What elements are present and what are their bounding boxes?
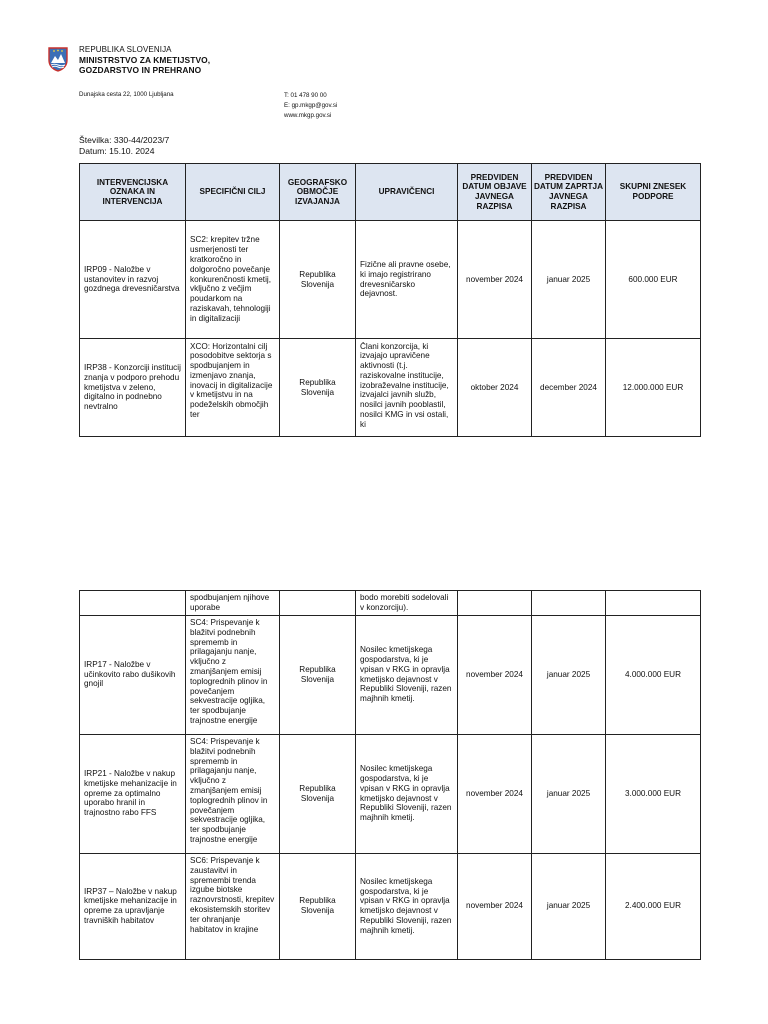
cell-open-date: november 2024 bbox=[458, 221, 532, 339]
cell-beneficiaries: Nosilec kmetijskega gospodarstva, ki je vpisan v RKG in opravlja kmetijsko dejavnost v Republiki Sloveniji, razen majhnih kmetij. bbox=[356, 853, 458, 959]
cell-area: Republika Slovenija bbox=[280, 853, 356, 959]
cell-intervention: IRP09 - Naložbe v ustanovitev in razvoj gozdnega drevesničarstva bbox=[80, 221, 186, 339]
cell-beneficiaries-text: Člani konzorcija, ki izvajajo upravičene aktivnosti (t.j. raziskovalne institucije, izobraževalne institucije, izvajalci javnih služb, nosilci javnih pooblastil, nosilci KMG in vsi ostali, ki bbox=[360, 341, 449, 429]
cell-area bbox=[280, 591, 356, 616]
header-goal: SPECIFIČNI CILJ bbox=[186, 164, 280, 221]
table-row-continuation bbox=[80, 591, 701, 616]
web-link[interactable]: www.mkgp.gov.si bbox=[284, 112, 332, 119]
contact-block bbox=[284, 91, 337, 121]
cell-intervention: IRP21 - Naložbe v nakup kmetijske mehanizacije in opreme za optimalno uporabo hranil in trajnostno rabo FFS bbox=[80, 734, 186, 853]
cell-amount bbox=[606, 591, 701, 616]
cell-open-date: november 2024 bbox=[458, 853, 532, 959]
cell-goal bbox=[186, 734, 280, 853]
cell-area: Republika Slovenija bbox=[280, 221, 356, 339]
cell-goal bbox=[186, 339, 280, 437]
table-row bbox=[80, 615, 701, 734]
cell-area: Republika Slovenija bbox=[280, 615, 356, 734]
email-link[interactable]: E: gp.mkgp@gov.si bbox=[284, 102, 338, 109]
phone: T: 01 478 90 00 bbox=[284, 92, 327, 99]
cell-goal-text: XCO: Horizontalni cilj posodobitve sektorja s spodbujanjem in izmenjavo znanja, inovacij in digitalizacije v kmetijstvu in na podeželskih območjih ter bbox=[190, 341, 273, 420]
cell-amount: 2.400.000 EUR bbox=[606, 853, 701, 959]
intervention-table-page2 bbox=[79, 590, 701, 960]
header-amount: SKUPNI ZNESEK PODPORE bbox=[606, 164, 701, 221]
cell-goal-text: SC4: Prispevanje k blažitvi podnebnih sprememb in prilagajanju nanje, vključno z zmanjšanjem emisij toplogrednih plinov in povečanjem sekvestracije ogljika, ter spodbujanje trajnostne energije bbox=[190, 618, 268, 726]
table-row bbox=[80, 734, 701, 853]
cell-intervention: IRP17 - Naložbe v učinkovito rabo dušikovih gnojil bbox=[80, 615, 186, 734]
header-beneficiaries: UPRAVIČENCI bbox=[356, 164, 458, 221]
cell-beneficiaries bbox=[356, 339, 458, 437]
cell-area: Republika Slovenija bbox=[280, 734, 356, 853]
table-row bbox=[80, 221, 701, 339]
cell-intervention: IRP37 – Naložbe v nakup kmetijske mehanizacije in opreme za upravljanje travniških habitatov bbox=[80, 853, 186, 959]
header-area: GEOGRAFSKO OBMOČJE IZVAJANJA bbox=[280, 164, 356, 221]
cell-close-date: januar 2025 bbox=[532, 221, 606, 339]
cell-amount: 600.000 EUR bbox=[606, 221, 701, 339]
ministry-line-2: MINISTRSTVO ZA KMETIJSTVO, bbox=[79, 55, 211, 65]
cell-area: Republika Slovenija bbox=[280, 339, 356, 437]
header-intervention: INTERVENCIJSKA OZNAKA IN INTERVENCIJA bbox=[80, 164, 186, 221]
slovenia-coat-of-arms-icon bbox=[47, 46, 69, 72]
cell-beneficiaries: bodo morebiti sodelovali v konzorciju). bbox=[356, 591, 458, 616]
document-meta bbox=[79, 135, 169, 157]
cell-beneficiaries: Fizične ali pravne osebe, ki imajo registrirano drevesničarsko dejavnost. bbox=[356, 221, 458, 339]
cell-close-date: januar 2025 bbox=[532, 734, 606, 853]
cell-amount: 3.000.000 EUR bbox=[606, 734, 701, 853]
cell-beneficiaries: Nosilec kmetijskega gospodarstva, ki je vpisan v RKG in opravlja kmetijsko dejavnost v Republiki Sloveniji, razen majhnih kmetij. bbox=[356, 734, 458, 853]
table-row bbox=[80, 339, 701, 437]
cell-goal: SC2: krepitev tržne usmerjenosti ter kratkoročno in dolgoročno povečanje konkurenčnosti kmetij, vključno z večjim poudarkom na raziskavah, tehnologiji in digitalizaciji bbox=[186, 221, 280, 339]
cell-goal bbox=[186, 853, 280, 959]
cell-amount: 12.000.000 EUR bbox=[606, 339, 701, 437]
cell-intervention: IRP38 - Konzorciji institucij znanja v podporo prehodu kmetijstva v zeleno, digitalno in podnebno nevtralno bbox=[80, 339, 186, 437]
intervention-table-page1 bbox=[79, 163, 701, 437]
table-header-row bbox=[80, 164, 701, 221]
cell-amount: 4.000.000 EUR bbox=[606, 615, 701, 734]
cell-goal-text: SC6: Prispevanje k zaustavitvi in spremembi trenda izgube biotske raznovrstnosti, krepitev ekosistemskih storitev ter ohranjanje habitatov in krajine bbox=[190, 856, 275, 934]
document-date: Datum: 15.10. 2024 bbox=[79, 146, 155, 156]
address: Dunajska cesta 22, 1000 Ljubljana bbox=[79, 91, 174, 98]
ministry-line-3: GOZDARSTVO IN PREHRANO bbox=[79, 65, 202, 75]
cell-close-date bbox=[532, 591, 606, 616]
cell-open-date: oktober 2024 bbox=[458, 339, 532, 437]
cell-goal: spodbujanjem njihove uporabe bbox=[186, 591, 280, 616]
cell-open-date: november 2024 bbox=[458, 615, 532, 734]
cell-close-date: januar 2025 bbox=[532, 853, 606, 959]
cell-open-date bbox=[458, 591, 532, 616]
ministry-name bbox=[79, 45, 210, 75]
ministry-line-1: REPUBLIKA SLOVENIJA bbox=[79, 45, 172, 54]
cell-goal-text: SC4: Prispevanje k blažitvi podnebnih sprememb in prilagajanju nanje, vključno z zmanjšanjem emisij toplogrednih plinov in povečanjem sekvestracije ogljika, ter spodbujanje trajnostne energije bbox=[190, 737, 268, 845]
document-number: Številka: 330-44/2023/7 bbox=[79, 135, 170, 145]
cell-intervention bbox=[80, 591, 186, 616]
header-close-date: PREDVIDEN DATUM ZAPRTJA JAVNEGA RAZPISA bbox=[532, 164, 606, 221]
header-open-date: PREDVIDEN DATUM OBJAVE JAVNEGA RAZPISA bbox=[458, 164, 532, 221]
cell-goal bbox=[186, 615, 280, 734]
table-row bbox=[80, 853, 701, 959]
cell-close-date: januar 2025 bbox=[532, 615, 606, 734]
cell-beneficiaries: Nosilec kmetijskega gospodarstva, ki je vpisan v RKG in opravlja kmetijsko dejavnost v Republiki Sloveniji, razen majhnih kmetij. bbox=[356, 615, 458, 734]
cell-close-date: december 2024 bbox=[532, 339, 606, 437]
cell-open-date: november 2024 bbox=[458, 734, 532, 853]
